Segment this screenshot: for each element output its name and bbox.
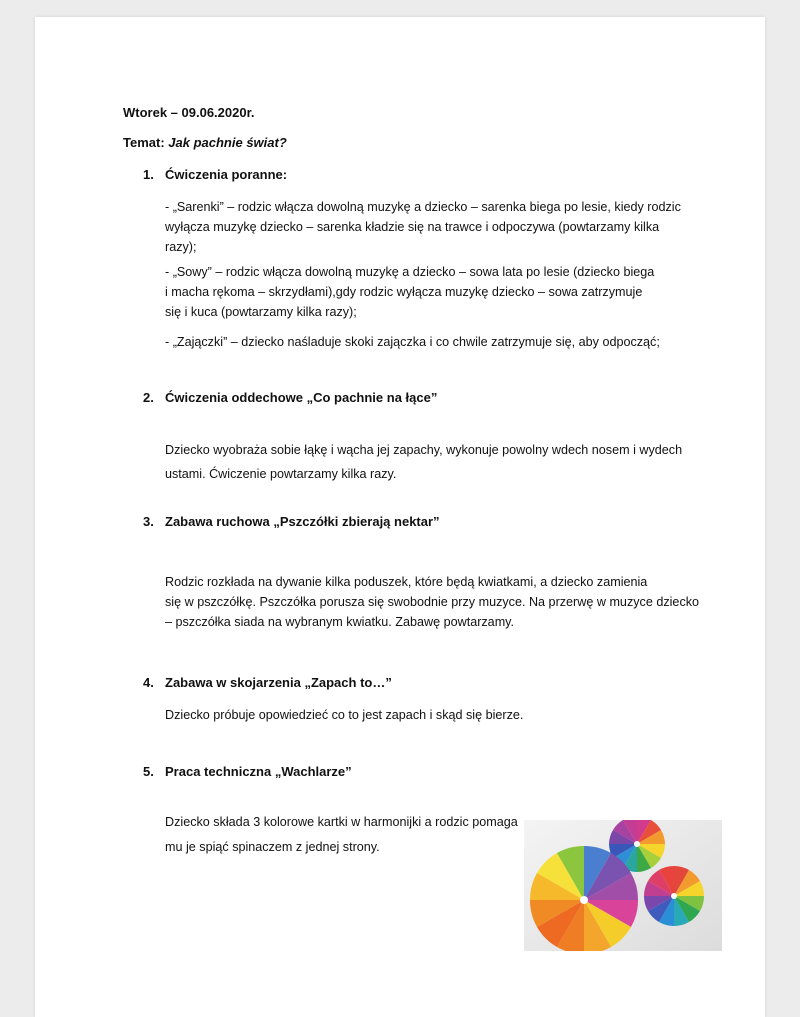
text-line: Rodzic rozkłada na dywanie kilka poduszek, które będą kwiatkami, a dziecko zamienia xyxy=(165,575,648,589)
section-3-title: Zabawa ruchowa „Pszczółki zbierają nektar” xyxy=(165,514,440,529)
topic-label: Temat: xyxy=(123,135,165,150)
text-line: i macha rękoma – skrzydłami),gdy rodzic wyłącza muzykę dziecko – sowa zatrzymuje xyxy=(165,285,643,299)
section-1-paragraph-2 xyxy=(165,262,654,322)
section-5-paragraph xyxy=(165,810,518,860)
paper-fans-photo xyxy=(524,820,722,951)
section-5-number: 5. xyxy=(143,764,154,779)
text-line: - „Sowy” – rodzic włącza dowolną muzykę a dziecko – sowa lata po lesie (dziecko biega xyxy=(165,265,655,279)
topic-value: Jak pachnie świat? xyxy=(168,135,287,150)
section-5-title: Praca techniczna „Wachlarze” xyxy=(165,764,352,779)
section-1-paragraph-3 xyxy=(165,332,660,352)
date-line: Wtorek – 09.06.2020r. xyxy=(123,105,255,120)
section-2-title: Ćwiczenia oddechowe „Co pachnie na łące” xyxy=(165,390,438,405)
section-4-number: 4. xyxy=(143,675,154,690)
text-line: ustami. Ćwiczenie powtarzamy kilka razy. xyxy=(165,467,397,481)
topic-line xyxy=(123,135,287,150)
section-2-number: 2. xyxy=(143,390,154,405)
text-line: Dziecko wyobraża sobie łąkę i wącha jej zapachy, wykonuje powolny wdech nosem i wydech xyxy=(165,443,683,457)
section-1-title: Ćwiczenia poranne: xyxy=(165,167,288,182)
text-line: Dziecko próbuje opowiedzieć co to jest zapach i skąd się bierze. xyxy=(165,708,524,722)
section-1-number: 1. xyxy=(143,167,154,182)
text-line: Dziecko składa 3 kolorowe kartki w harmonijki a rodzic pomaga xyxy=(165,815,518,829)
section-3-number: 3. xyxy=(143,514,154,529)
text-line: się i kuca (powtarzamy kilka razy); xyxy=(165,305,357,319)
text-line: – pszczółka siada na wybranym kwiatku. Zabawę powtarzamy. xyxy=(165,615,515,629)
text-line: - „Zajączki” – dziecko naśladuje skoki zajączka i co chwile zatrzymuje się, aby odpocząć; xyxy=(165,335,660,349)
document-page xyxy=(35,17,765,1017)
text-line: wyłącza muzykę dziecko – sarenka kładzie się na trawce i odpoczywa (powtarzamy kilka xyxy=(165,220,660,234)
text-line: mu je spiąć spinaczem z jednej strony. xyxy=(165,840,380,854)
section-1-paragraph-1 xyxy=(165,197,681,257)
paper-fans-photo-icon xyxy=(524,820,722,951)
section-4-paragraph xyxy=(165,705,523,725)
section-3-paragraph xyxy=(165,572,699,632)
section-4-title: Zabawa w skojarzenia „Zapach to…” xyxy=(165,675,392,690)
text-line: się w pszczółkę. Pszczółka porusza się swobodnie przy muzyce. Na przerwę w muzyce dziecko xyxy=(165,595,700,609)
text-line: razy); xyxy=(165,240,197,254)
section-2-paragraph xyxy=(165,438,682,486)
text-line: - „Sarenki” – rodzic włącza dowolną muzykę a dziecko – sarenka biega po lesie, kiedy rodzic xyxy=(165,200,681,214)
